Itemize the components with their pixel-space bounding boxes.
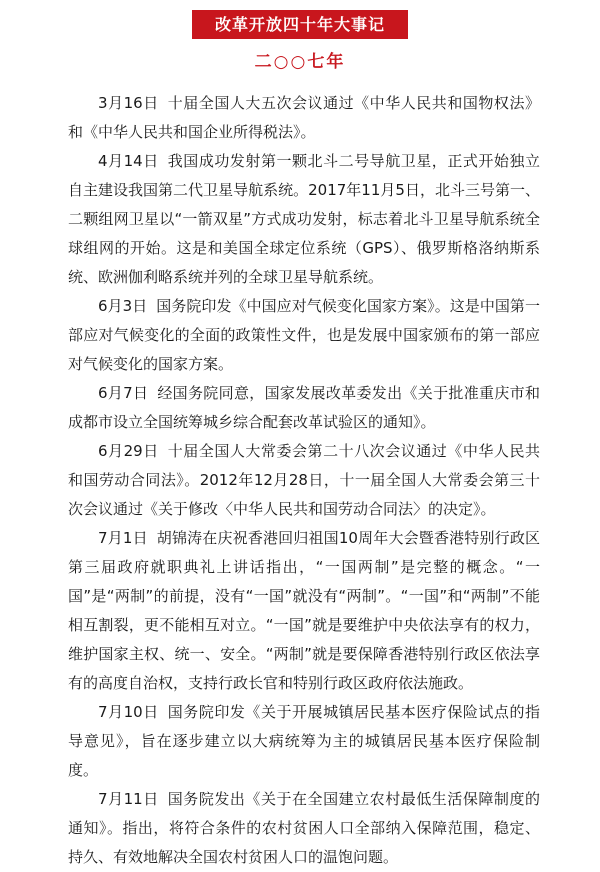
event-entry bbox=[68, 147, 540, 292]
event-text: 十届全国人大常委会第二十八次会议通过《中华人民共和国劳动合同法》。2012年12月28日，十一届全国人大常委会第三十次会议通过《关于修改〈中华人民共和国劳动合同法〉的决定》。 bbox=[68, 442, 540, 518]
event-date: 6月7日 bbox=[98, 384, 149, 402]
event-entry bbox=[68, 785, 540, 872]
event-entry bbox=[68, 292, 540, 379]
event-text: 国务院印发《关于开展城镇居民基本医疗保险试点的指导意见》，旨在逐步建立以大病统筹为主的城镇居民基本医疗保险制度。 bbox=[68, 703, 540, 779]
year-heading: 二○○七年 bbox=[254, 52, 346, 72]
event-entry bbox=[68, 437, 540, 524]
event-text: 国务院发出《关于在全国建立农村最低生活保障制度的通知》。指出，将符合条件的农村贫困人口全部纳入保障范围，稳定、持久、有效地解决全国农村贫困人口的温饱问题。 bbox=[68, 790, 540, 866]
event-text: 十届全国人大五次会议通过《中华人民共和国物权法》和《中华人民共和国企业所得税法》。 bbox=[68, 94, 540, 141]
event-entry bbox=[68, 524, 540, 698]
event-date: 7月11日 bbox=[98, 790, 159, 808]
event-text: 国务院印发《中国应对气候变化国家方案》。这是中国第一部应对气候变化的全面的政策性文件，也是发展中国家颁布的第一部应对气候变化的国家方案。 bbox=[68, 297, 540, 373]
event-text: 我国成功发射第一颗北斗二号导航卫星，正式开始独立自主建设我国第二代卫星导航系统。2017年11月5日，北斗三号第一、二颗组网卫星以“一箭双星”方式成功发射，标志着北斗卫星导航系统全球组网的开始。这是和美国全球定位系统（GPS）、俄罗斯格洛纳斯系统、欧洲伽利略系统并列的全球卫星导航系统。 bbox=[68, 152, 540, 286]
event-date: 7月10日 bbox=[98, 703, 159, 721]
page-banner-title: 改革开放四十年大事记 bbox=[192, 10, 408, 39]
event-text: 胡锦涛在庆祝香港回归祖国10周年大会暨香港特别行政区第三届政府就职典礼上讲话指出，“一国两制”是完整的概念。“一国”是“两制”的前提，没有“一国”就没有“两制”。“一国”和“两制”不能相互割裂，更不能相互对立。“一国”就是要维护中央依法享有的权力，维护国家主权、统一、安全。“两制”就是要保障香港特别行政区依法享有的高度自治权，支持行政长官和特别行政区政府依法施政。 bbox=[68, 529, 540, 692]
event-entry bbox=[68, 379, 540, 437]
event-entry bbox=[68, 698, 540, 785]
event-date: 6月3日 bbox=[98, 297, 148, 315]
event-date: 6月29日 bbox=[98, 442, 159, 460]
event-date: 3月16日 bbox=[98, 94, 159, 112]
event-entry bbox=[68, 89, 540, 147]
event-date: 4月14日 bbox=[98, 152, 159, 170]
event-date: 7月1日 bbox=[98, 529, 148, 547]
events-list bbox=[68, 89, 540, 872]
event-text: 经国务院同意，国家发展改革委发出《关于批准重庆市和成都市设立全国统筹城乡综合配套改革试验区的通知》。 bbox=[68, 384, 540, 431]
